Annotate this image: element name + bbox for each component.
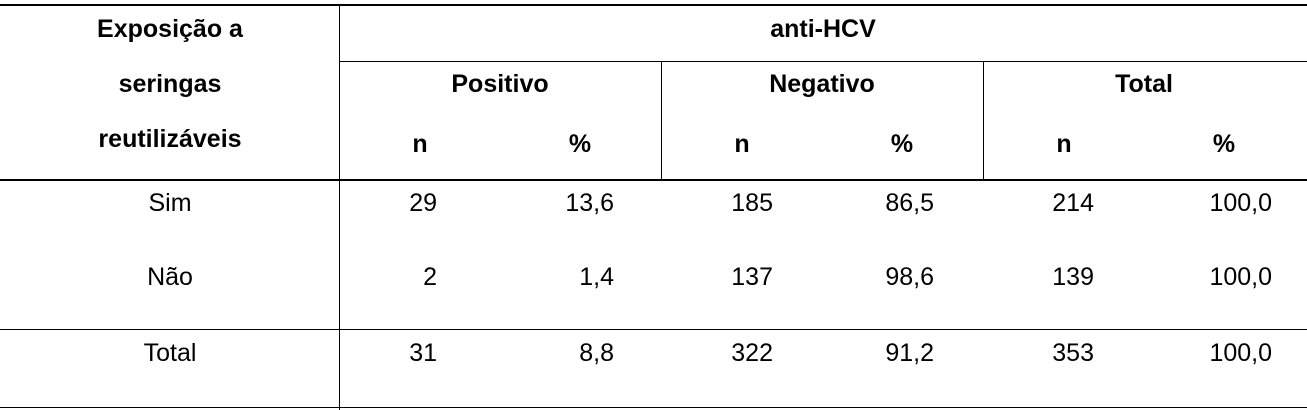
cell-nao-total-n: 139 [1052, 263, 1094, 291]
column-group-total: Total [1115, 70, 1173, 98]
table-top-rule [0, 4, 1307, 6]
subheader-negativo-n: n [734, 130, 750, 158]
group-header: anti-HCV [770, 15, 876, 43]
cell-sim-negativo-n: 185 [731, 189, 773, 217]
cell-sim-positivo-n: 29 [409, 189, 437, 217]
cell-nao-negativo-n: 137 [731, 263, 773, 291]
subheader-positivo-n: n [412, 130, 428, 158]
cell-total-positivo-pct: 8,8 [579, 339, 614, 367]
cell-total-negativo-n: 322 [731, 339, 773, 367]
row-header-line-1: Exposição a [97, 15, 243, 43]
subheader-negativo-pct: % [890, 130, 914, 158]
cell-sim-total-n: 214 [1052, 189, 1094, 217]
group-header-rule [339, 61, 1307, 62]
total-top-rule [0, 329, 1307, 330]
cell-nao-positivo-n: 2 [423, 263, 437, 291]
column-group-positivo: Positivo [451, 70, 549, 98]
cell-nao-negativo-pct: 98,6 [885, 263, 934, 291]
cell-sim-positivo-pct: 13,6 [565, 189, 614, 217]
subheader-positivo-pct: % [568, 130, 592, 158]
cell-nao-total-pct: 100,0 [1209, 263, 1272, 291]
cell-nao-positivo-pct: 1,4 [579, 263, 614, 291]
header-bottom-rule [0, 179, 1307, 181]
row-label-total: Total [143, 339, 197, 367]
row-label-sim: Sim [148, 189, 192, 217]
positive-negative-divider [661, 61, 662, 180]
column-group-negativo: Negativo [769, 70, 875, 98]
cell-sim-negativo-pct: 86,5 [885, 189, 934, 217]
cell-total-total-pct: 100,0 [1209, 339, 1272, 367]
row-label-nao: Não [147, 263, 193, 291]
row-header-line-2: seringas [118, 70, 222, 98]
negative-total-divider [983, 61, 984, 180]
table-bottom-rule [0, 407, 1307, 408]
subheader-total-n: n [1056, 130, 1072, 158]
row-header-divider [339, 4, 340, 410]
cell-sim-total-pct: 100,0 [1209, 189, 1272, 217]
row-header-line-3: reutilizáveis [98, 125, 242, 153]
cell-total-negativo-pct: 91,2 [885, 339, 934, 367]
cell-total-total-n: 353 [1052, 339, 1094, 367]
cell-total-positivo-n: 31 [409, 339, 437, 367]
subheader-total-pct: % [1212, 130, 1236, 158]
